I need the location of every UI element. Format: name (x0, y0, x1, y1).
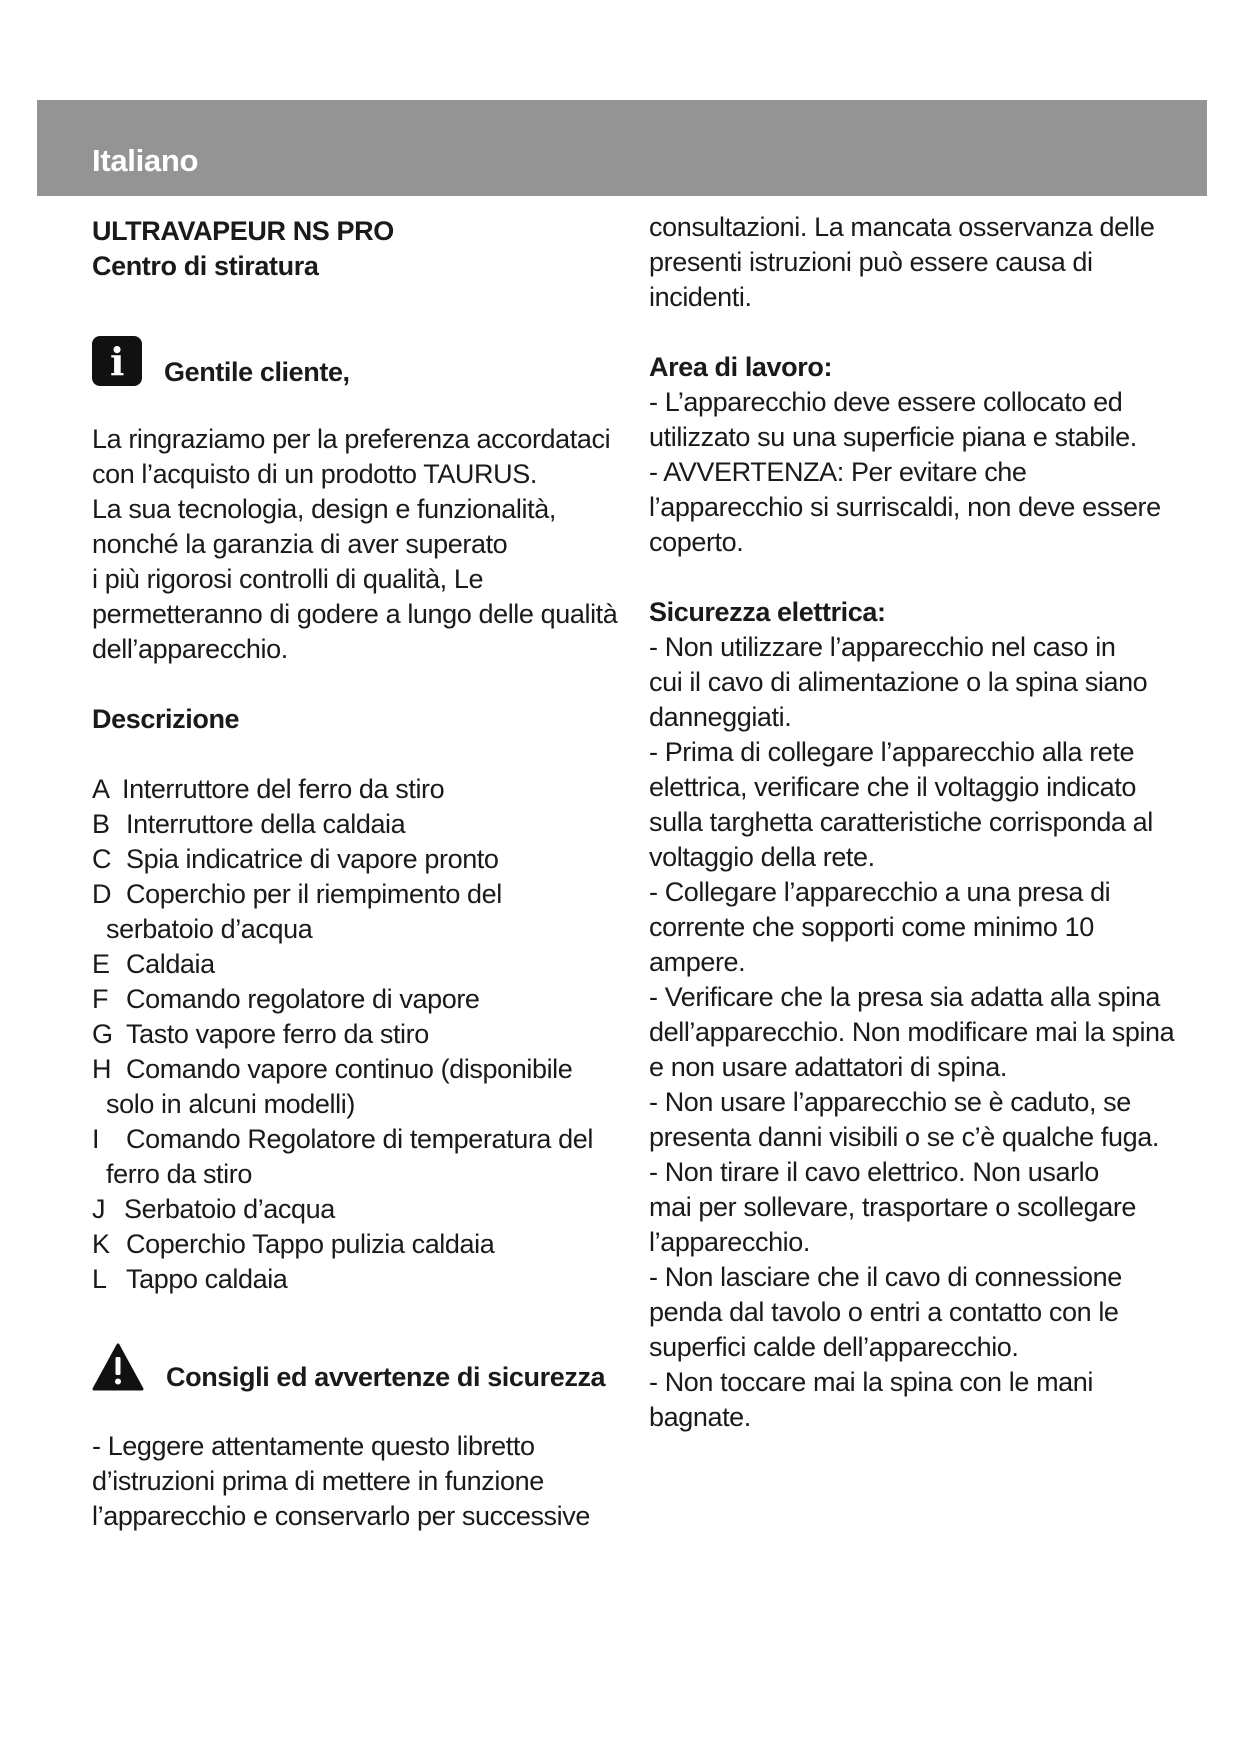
intro-line: La ringraziamo per la preferenza accordataci (92, 424, 611, 454)
electrical-line: - Non lasciare che il cavo di connessione (649, 1262, 1122, 1292)
right-column (649, 210, 1209, 1435)
greeting-heading: Gentile cliente, (164, 357, 350, 387)
electrical-line: elettrica, verificare che il voltaggio indicato (649, 772, 1136, 802)
electrical-line: presenta danni visibili o se c’è qualche fuga. (649, 1122, 1159, 1152)
description-item: I Comando Regolatore di temperatura del (92, 1124, 593, 1154)
safety-heading-row (92, 1339, 652, 1391)
continuation-line: presenti istruzioni può essere causa di (649, 247, 1093, 277)
product-name: ULTRAVAPEUR NS PRO (92, 216, 394, 246)
electrical-line: l’apparecchio. (649, 1227, 811, 1257)
description-item: A Interruttore del ferro da stiro (92, 774, 445, 804)
continuation-line: incidenti. (649, 282, 752, 312)
work-area-text (649, 385, 1209, 560)
electrical-line: danneggiati. (649, 702, 792, 732)
electrical-line: mai per sollevare, trasportare o scollegare (649, 1192, 1137, 1222)
description-item: F Comando regolatore di vapore (92, 984, 480, 1014)
description-item: J Serbatoio d’acqua (92, 1194, 335, 1224)
safety-intro (92, 1429, 652, 1534)
description-item: G Tasto vapore ferro da stiro (92, 1019, 429, 1049)
electrical-line: corrente che sopporti come minimo 10 (649, 912, 1094, 942)
intro-line: nonché la garanzia di aver superato (92, 529, 508, 559)
description-item: K Coperchio Tappo pulizia caldaia (92, 1229, 495, 1259)
electrical-safety-heading: Sicurezza elettrica: (649, 597, 886, 627)
work-area-line: utilizzato su una superficie piana e stabile. (649, 422, 1137, 452)
greeting-row (92, 334, 652, 386)
description-item-continuation: serbatoio d’acqua (106, 914, 313, 944)
intro-paragraph (92, 422, 652, 667)
electrical-line: - Non utilizzare l’apparecchio nel caso in (649, 632, 1116, 662)
electrical-line: voltaggio della rete. (649, 842, 875, 872)
work-area-line: l’apparecchio si surriscaldi, non deve essere (649, 492, 1161, 522)
product-subtitle: Centro di stiratura (92, 251, 319, 281)
work-area-heading: Area di lavoro: (649, 352, 833, 382)
safety-continuation (649, 210, 1209, 315)
electrical-safety-text (649, 630, 1209, 1435)
description-item: H Comando vapore continuo (disponibile (92, 1054, 573, 1084)
description-item: L Tappo caldaia (92, 1264, 288, 1294)
description-heading: Descrizione (92, 704, 240, 734)
electrical-line: dell’apparecchio. Non modificare mai la spina (649, 1017, 1175, 1047)
warning-icon (92, 1343, 144, 1391)
electrical-line: penda dal tavolo o entri a contatto con le (649, 1297, 1119, 1327)
description-item: C Spia indicatrice di vapore pronto (92, 844, 499, 874)
intro-line: permetteranno di godere a lungo delle qualità (92, 599, 618, 629)
intro-line: con l’acquisto di un prodotto TAURUS. (92, 459, 537, 489)
info-icon: i (92, 336, 142, 386)
electrical-line: - Non tirare il cavo elettrico. Non usarlo (649, 1157, 1099, 1187)
description-list (92, 772, 652, 1297)
intro-line: i più rigorosi controlli di qualità, Le (92, 564, 484, 594)
electrical-line: - Non toccare mai la spina con le mani (649, 1367, 1094, 1397)
work-area-line: - L’apparecchio deve essere collocato ed (649, 387, 1123, 417)
safety-line: d’istruzioni prima di mettere in funzione (92, 1466, 544, 1496)
safety-line: - Leggere attentamente questo libretto (92, 1431, 535, 1461)
safety-line: l’apparecchio e conservarlo per successive (92, 1501, 590, 1531)
description-item: E Caldaia (92, 949, 215, 979)
continuation-line: consultazioni. La mancata osservanza delle (649, 212, 1155, 242)
electrical-line: superfici calde dell’apparecchio. (649, 1332, 1019, 1362)
electrical-line: cui il cavo di alimentazione o la spina siano (649, 667, 1148, 697)
description-item-continuation: solo in alcuni modelli) (106, 1089, 355, 1119)
language-title: Italiano (92, 143, 199, 178)
work-area-line: coperto. (649, 527, 744, 557)
intro-line: dell’apparecchio. (92, 634, 288, 664)
description-item: B Interruttore della caldaia (92, 809, 406, 839)
intro-line: La sua tecnologia, design e funzionalità, (92, 494, 556, 524)
electrical-line: bagnate. (649, 1402, 751, 1432)
description-item: D Coperchio per il riempimento del (92, 879, 502, 909)
electrical-line: sulla targhetta caratteristiche corrisponda al (649, 807, 1153, 837)
electrical-line: - Non usare l’apparecchio se è caduto, se (649, 1087, 1131, 1117)
safety-heading: Consigli ed avvertenze di sicurezza (166, 1362, 606, 1392)
left-column (92, 214, 652, 1534)
language-header-band (37, 100, 1207, 196)
electrical-line: - Verificare che la presa sia adatta alla spina (649, 982, 1160, 1012)
work-area-line: - AVVERTENZA: Per evitare che (649, 457, 1027, 487)
electrical-line: ampere. (649, 947, 746, 977)
electrical-line: e non usare adattatori di spina. (649, 1052, 1007, 1082)
description-item-continuation: ferro da stiro (106, 1159, 252, 1189)
electrical-line: - Prima di collegare l’apparecchio alla rete (649, 737, 1135, 767)
electrical-line: - Collegare l’apparecchio a una presa di (649, 877, 1111, 907)
